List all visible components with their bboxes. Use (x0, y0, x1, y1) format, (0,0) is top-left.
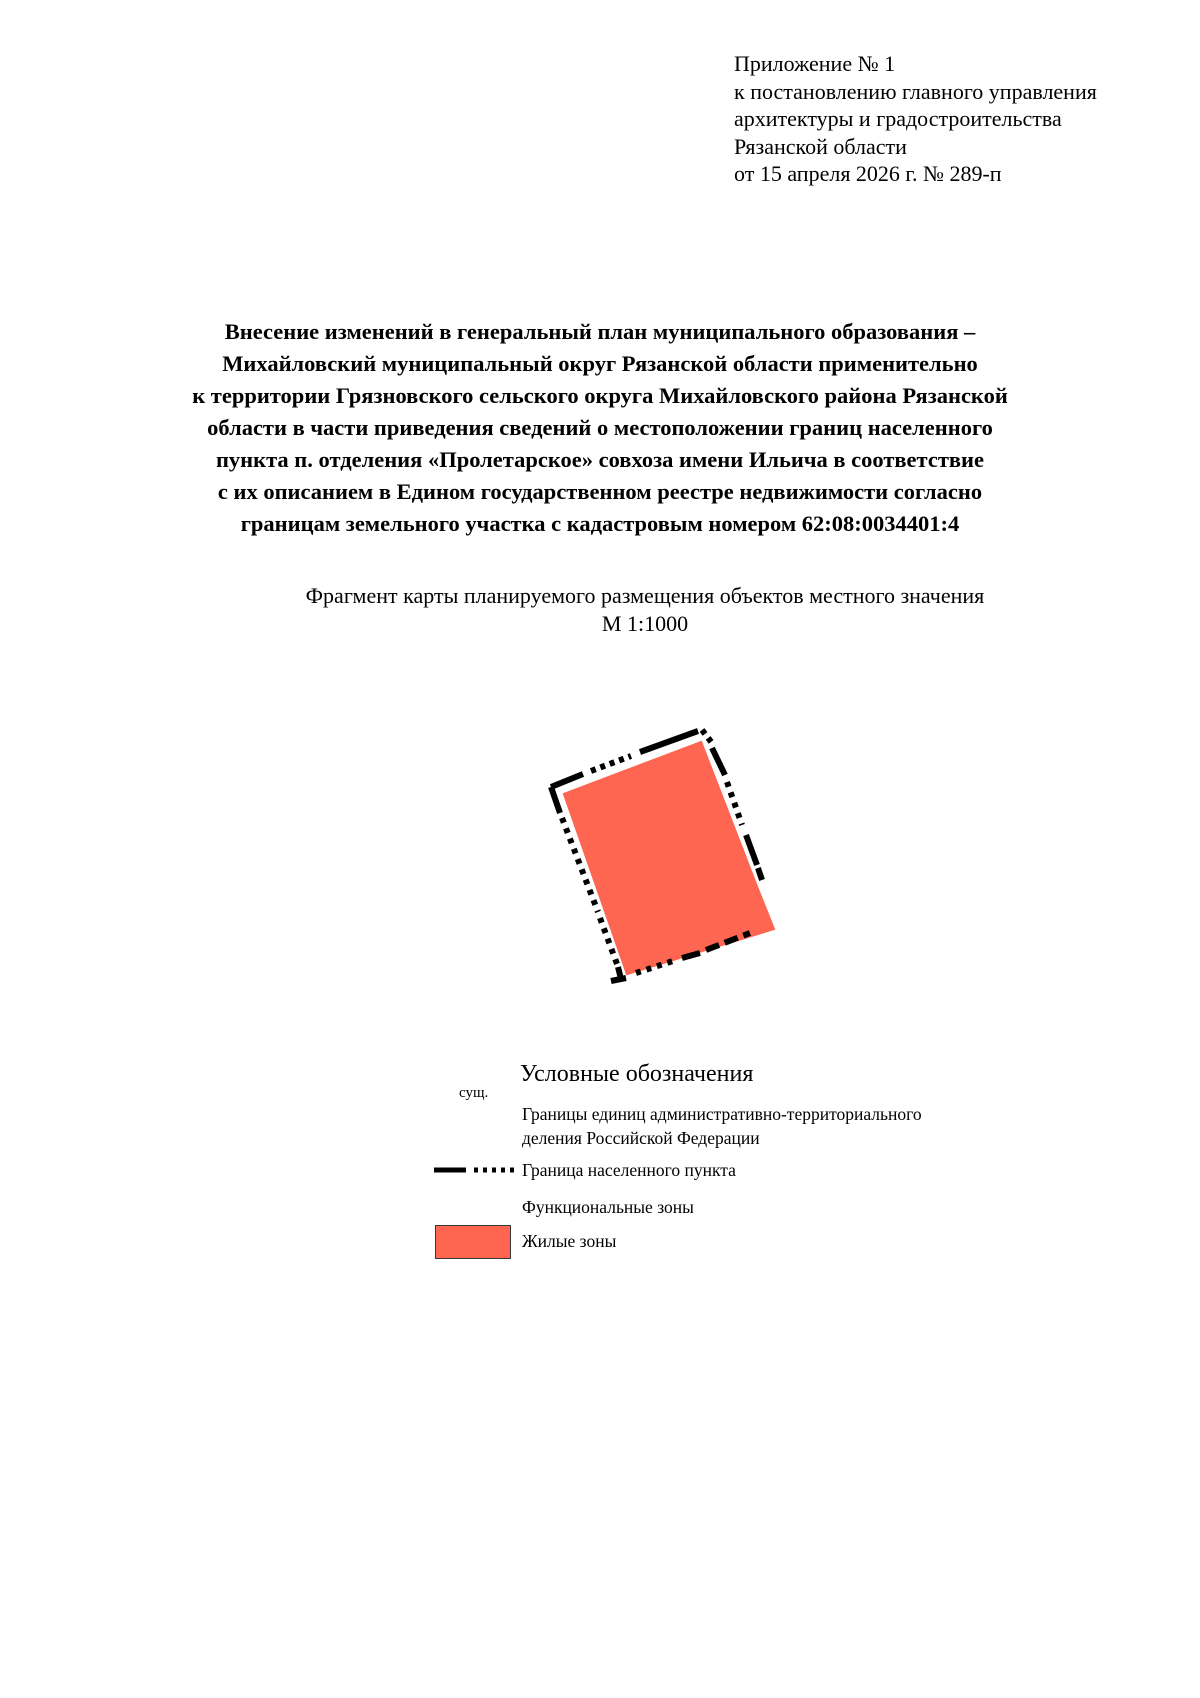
title-line: к территории Грязновского сельского округа Михайловского района Рязанской (192, 383, 1008, 408)
legend-functional-zones-label: Функциональные зоны (522, 1197, 694, 1217)
title-line: области в части приведения сведений о местоположении границ населенного (207, 415, 993, 440)
map-scale: М 1:1000 (601, 611, 689, 636)
map-caption-text: Фрагмент карты планируемого размещения объектов местного значения (305, 583, 985, 608)
legend-settlement-boundary-label: Граница населенного пункта (522, 1160, 736, 1180)
legend-tag: сущ. (459, 1085, 489, 1101)
legend-residential-zones-label: Жилые зоны (522, 1231, 617, 1251)
appendix-line: от 15 апреля 2026 г. № 289-п (734, 161, 1002, 186)
title-line: Внесение изменений в генеральный план муниципального образования – (224, 319, 976, 344)
settlement-boundary-symbol (434, 1165, 516, 1175)
appendix-line: Рязанской области (734, 133, 907, 159)
residential-zone-polygon (562, 740, 776, 976)
title-line: с их описанием в Едином государственном реестре недвижимости согласно (217, 479, 983, 504)
legend-admin-line: Границы единиц административно-территориального (522, 1104, 922, 1124)
appendix-line: Приложение № 1 (734, 51, 896, 76)
title-line: пункта п. отделения «Пролетарское» совхоза имени Ильича в соответствие (215, 447, 985, 472)
appendix-line: архитектуры и градостроительства (734, 106, 1062, 131)
legend-admin-boundaries-label (522, 1102, 922, 1150)
title-line: Михайловский муниципальный округ Рязанской области применительно (222, 351, 978, 376)
legend-admin-line: деления Российской Федерации (522, 1128, 760, 1148)
appendix-line: к постановлению главного управления (734, 78, 1097, 104)
residential-zone-swatch (435, 1225, 511, 1259)
legend-title: Условные обозначения (520, 1061, 754, 1087)
title-line: границам земельного участка с кадастровым номером 62:08:0034401:4 (240, 511, 960, 536)
